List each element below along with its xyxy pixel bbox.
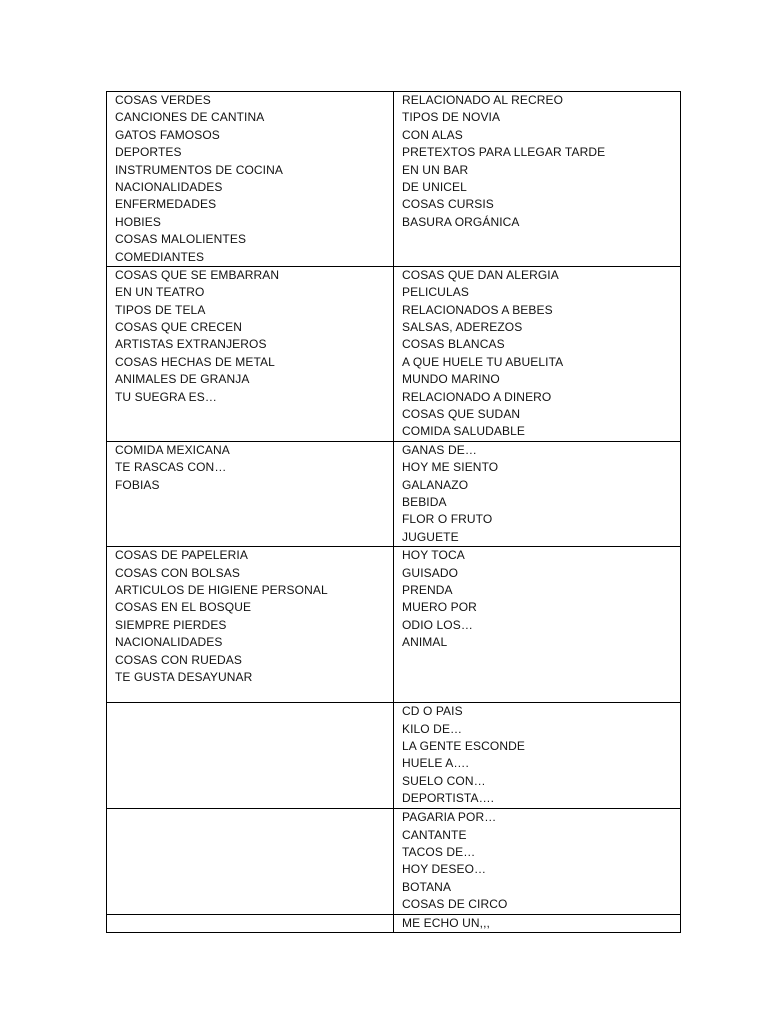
category-item: ANIMAL [402,635,448,650]
category-item: TU SUEGRA ES… [115,389,217,404]
category-item: BASURA ORGÁNICA [402,214,520,229]
table-cell-left [107,914,394,932]
category-item: GALANAZO [402,477,469,492]
categories-table [106,91,681,933]
category-item: PAGARIA POR… [402,810,497,825]
category-item: TE RASCAS CON… [115,460,227,475]
category-item: COMEDIANTES [115,249,205,264]
table-cell-left [107,92,394,267]
category-item: NACIONALIDADES [115,179,223,194]
table-cell-right [394,266,681,441]
category-item: COMIDA MEXICANA [115,442,230,457]
category-item: RELACIONADOS A BEBES [402,302,553,317]
category-item: SALSAS, ADEREZOS [402,320,523,335]
category-item: COSAS DE CIRCO [402,897,508,912]
category-item: COSAS CURSIS [402,197,494,212]
table-cell-left [107,703,394,809]
category-item: BOTANA [402,879,452,894]
category-item: ARTISTAS EXTRANJEROS [115,337,267,352]
category-item: CANTANTE [402,827,467,842]
categories-table-body [107,92,681,933]
category-item: COSAS QUE SUDAN [402,407,521,422]
table-cell-right [394,809,681,914]
category-item: COSAS QUE SE EMBARRAN [115,267,280,282]
table-cell-left [107,547,394,703]
category-item: HOY ME SIENTO [402,460,499,475]
category-item: ENFERMEDADES [115,197,217,212]
category-item: ARTICULOS DE HIGIENE PERSONAL [115,582,328,597]
category-item: PRETEXTOS PARA LLEGAR TARDE [402,145,606,160]
table-cell-right [394,92,681,267]
category-item: GANAS DE… [402,442,477,457]
category-item: HOY TOCA [402,548,465,563]
category-item: BEBIDA [402,494,447,509]
category-item: LA GENTE ESCONDE [402,738,525,753]
category-item: INSTRUMENTOS DE COCINA [115,162,283,177]
category-item: COSAS MALOLIENTES [115,232,247,247]
category-item: COSAS BLANCAS [402,337,505,352]
category-item: CON ALAS [402,127,463,142]
category-item: JUGUETE [402,529,459,544]
category-item: EN UN TEATRO [115,285,205,300]
table-cell-left [107,809,394,914]
category-item: COSAS CON RUEDAS [115,652,242,667]
category-item: COSAS DE PAPELERIA [115,548,248,563]
category-item: COSAS EN EL BOSQUE [115,600,252,615]
category-item: EN UN BAR [402,162,469,177]
table-cell-right [394,547,681,703]
table-row [107,809,681,914]
category-item: ME ECHO UN,,, [402,915,490,930]
category-item: SUELO CON… [402,773,486,788]
category-item: GUISADO [402,565,459,580]
table-cell-right [394,914,681,932]
table-row [107,441,681,546]
category-item: KILO DE… [402,721,463,736]
table-row [107,703,681,809]
category-item: NACIONALIDADES [115,635,223,650]
category-item: COSAS CON BOLSAS [115,565,240,580]
category-item: COSAS QUE CRECEN [115,320,242,335]
category-item: HUELE A…. [402,756,469,771]
category-item: HOY DESEO… [402,862,487,877]
category-item: ODIO LOS… [402,617,473,632]
category-item: DEPORTES [115,145,182,160]
category-item: SIEMPRE PIERDES [115,617,227,632]
category-item: TACOS DE… [402,844,476,859]
category-item: COSAS QUE DAN ALERGIA [402,267,559,282]
category-item: DE UNICEL [402,179,467,194]
category-item: COSAS HECHAS DE METAL [115,354,275,369]
category-item: RELACIONADO A DINERO [402,389,552,404]
category-item: DEPORTISTA…. [402,791,495,806]
table-cell-right [394,703,681,809]
category-item: CD O PAIS [402,704,463,719]
category-item: GATOS FAMOSOS [115,127,220,142]
category-item: CANCIONES DE CANTINA [115,110,265,125]
table-cell-left [107,441,394,546]
category-item: HOBIES [115,214,161,229]
table-row [107,914,681,932]
category-item: TE GUSTA DESAYUNAR [115,669,253,684]
category-item: ANIMALES DE GRANJA [115,372,250,387]
table-row [107,266,681,441]
category-item: TIPOS DE TELA [115,302,206,317]
category-item: COSAS VERDES [115,93,211,107]
category-item: RELACIONADO AL RECREO [402,93,564,107]
category-item: FOBIAS [115,477,160,492]
table-cell-left [107,266,394,441]
category-item: PELICULAS [402,285,469,300]
category-item: PRENDA [402,582,453,597]
table-row [107,547,681,703]
category-item: MUNDO MARINO [402,372,500,387]
category-item: FLOR O FRUTO [402,512,493,527]
category-item: A QUE HUELE TU ABUELITA [402,354,564,369]
table-cell-right [394,441,681,546]
category-item: MUERO POR [402,600,477,615]
category-item: COMIDA SALUDABLE [402,424,525,439]
category-item: TIPOS DE NOVIA [402,110,501,125]
table-row [107,92,681,267]
